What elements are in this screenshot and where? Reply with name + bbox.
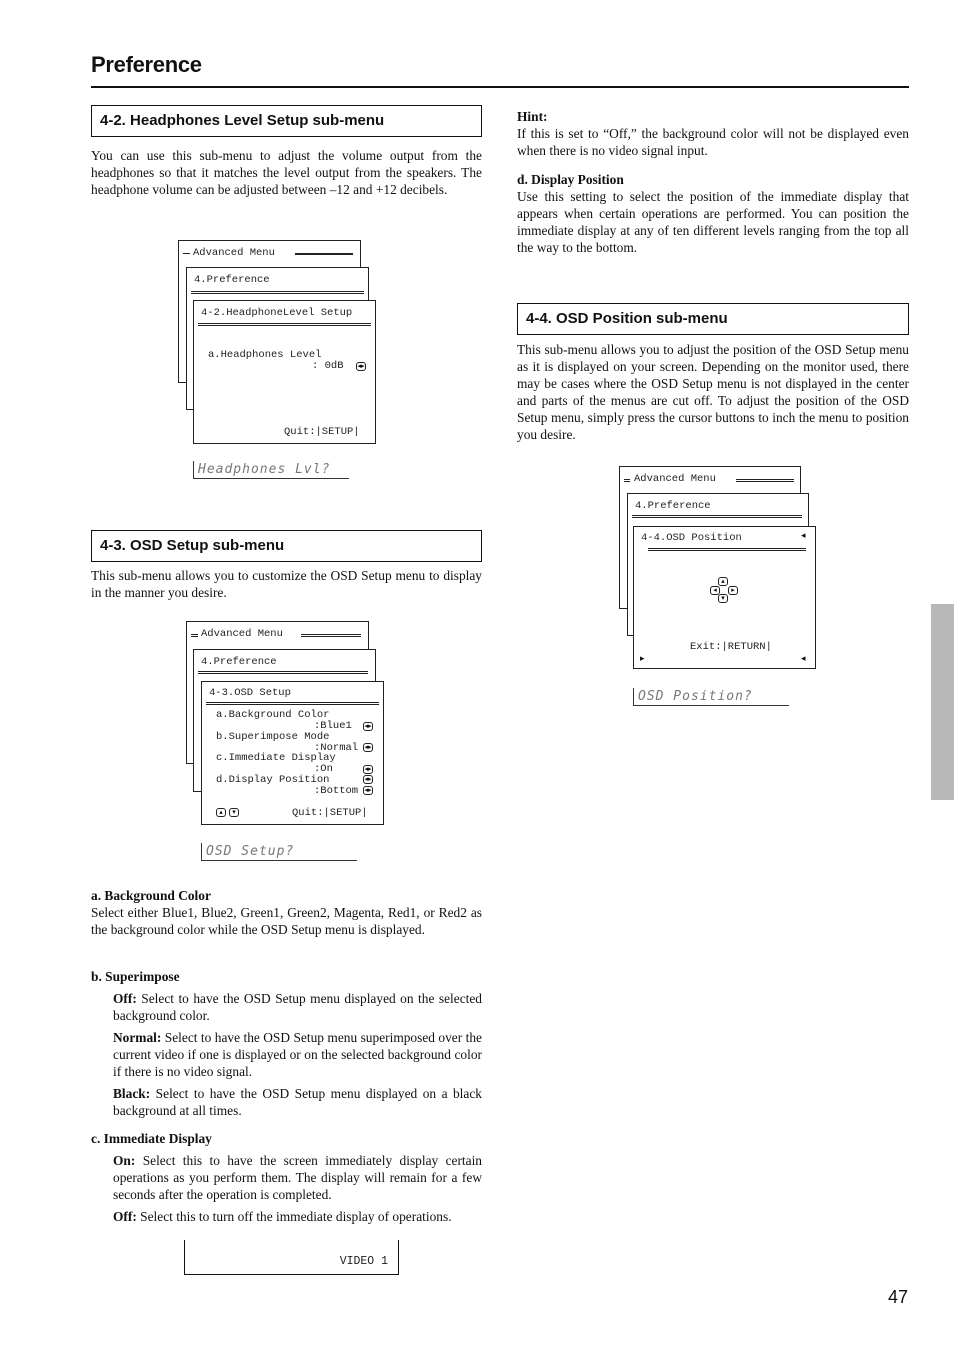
osd-quit: Quit:|SETUP| bbox=[284, 426, 360, 438]
hint-heading: Hint: bbox=[517, 109, 548, 124]
title-rule bbox=[91, 86, 909, 88]
corner-marker-icon: ◂ bbox=[801, 653, 806, 663]
down-key-icon: ▾ bbox=[229, 808, 239, 817]
osd-l3: 4-4.OSD Position bbox=[641, 532, 742, 544]
section-heading-4-4: 4-4. OSD Position sub-menu bbox=[517, 303, 909, 335]
background-color-section bbox=[91, 887, 482, 938]
up-key-icon: ▴ bbox=[718, 577, 728, 586]
osd-l1: Advanced Menu bbox=[201, 628, 283, 640]
video-label: VIDEO 1 bbox=[339, 1255, 388, 1268]
section-heading-4-2: 4-2. Headphones Level Setup sub-menu bbox=[91, 105, 482, 137]
lcd-readout: OSD Position? bbox=[633, 688, 789, 706]
superimpose-normal: Normal: Select to have the OSD Setup menu superimposed over the current video if one is displayed or on the selected background color if there is no video signal. bbox=[113, 1030, 482, 1079]
osd-l2: 4.Preference bbox=[194, 274, 270, 286]
osd-value: :Bottom bbox=[314, 785, 359, 797]
osd-l3: 4-2.HeadphoneLevel Setup bbox=[201, 307, 353, 319]
left-right-key-icon: ◂▸ bbox=[364, 775, 372, 783]
page-title: Preference bbox=[91, 52, 202, 77]
hint-body: If this is set to “Off,” the background color will not be displayed even when there is no video signal input. bbox=[517, 126, 909, 158]
osd-diagram-headphones bbox=[178, 240, 378, 480]
cursor-cross-icon: ▸ bbox=[728, 586, 738, 595]
superimpose-section bbox=[91, 968, 482, 1119]
lcd-readout: Headphones Lvl? bbox=[193, 461, 349, 479]
osd-item-background-color: a.Background Color bbox=[216, 709, 330, 721]
corner-marker-icon: ▸ bbox=[640, 653, 645, 663]
osd-value: :On bbox=[314, 763, 333, 775]
lcd-readout: OSD Setup? bbox=[201, 843, 357, 861]
left-right-key-icon: ◂▸ bbox=[364, 743, 372, 751]
left-right-key-icon: ◂▸ bbox=[364, 765, 372, 773]
osd-item-superimpose-mode: b.Superimpose Mode bbox=[216, 731, 330, 743]
immediate-display-section bbox=[91, 1130, 482, 1225]
osd-exit: Exit:|RETURN| bbox=[690, 641, 772, 653]
immediate-display-off: Off: Select this to turn off the immediate display of operations. bbox=[113, 1209, 452, 1224]
osd-l3: 4-3.OSD Setup bbox=[209, 687, 291, 699]
hint-section bbox=[517, 108, 909, 159]
osd-item-immediate-display: c.Immediate Display bbox=[216, 752, 336, 764]
display-position-heading: d. Display Position bbox=[517, 172, 624, 187]
osd-l2: 4.Preference bbox=[635, 500, 711, 512]
osd-item-display-position: d.Display Position bbox=[216, 774, 330, 786]
osd-diagram-osd-position bbox=[619, 466, 819, 710]
left-right-key-icon: ◂▸ bbox=[357, 362, 365, 370]
osd-l2: 4.Preference bbox=[201, 656, 277, 668]
osd-value: :Blue1 bbox=[314, 720, 352, 732]
immediate-display-example bbox=[184, 1240, 399, 1275]
page-number: 47 bbox=[887, 1287, 908, 1307]
osd-quit: Quit:|SETUP| bbox=[292, 807, 368, 819]
osd-value: : 0dB bbox=[312, 360, 344, 372]
display-position-section bbox=[517, 171, 909, 256]
left-right-key-icon: ◂▸ bbox=[364, 786, 372, 794]
superimpose-black: Black: Select to have the OSD Setup menu displayed on a black background at all times. bbox=[113, 1086, 482, 1118]
down-key-icon: ▾ bbox=[718, 594, 728, 603]
superimpose-off: Off: Select to have the OSD Setup menu displayed on the selected background color. bbox=[113, 991, 482, 1023]
immediate-display-on: On: Select this to have the screen immediately display certain operations as you perform them. The display will remain for a few seconds after the operation is completed. bbox=[113, 1153, 482, 1202]
osd-l1: Advanced Menu bbox=[193, 247, 275, 259]
section-4-2-body: You can use this sub-menu to adjust the volume output from the headphones so that it matches the level output from the speakers. The headphone volume can be adjusted between –12 and +12 decibels. bbox=[91, 148, 482, 197]
background-color-body: Select either Blue1, Blue2, Green1, Green2, Magenta, Red1, or Red2 as the background color while the OSD Setup menu is displayed. bbox=[91, 905, 482, 937]
section-4-3-body: This sub-menu allows you to customize the OSD Setup menu to display in the manner you desire. bbox=[91, 568, 482, 600]
osd-diagram-osd-setup bbox=[186, 621, 386, 865]
left-right-key-icon: ◂▸ bbox=[364, 722, 372, 730]
section-heading-4-3: 4-3. OSD Setup sub-menu bbox=[91, 530, 482, 562]
up-key-icon: ▴ bbox=[216, 808, 226, 817]
display-position-body: Use this setting to select the position of the immediate display that appears when certain operations are performed. You can position the immediate display at any of ten different levels ranging from the top all the way to the bottom. bbox=[517, 189, 909, 255]
background-color-heading: a. Background Color bbox=[91, 888, 211, 903]
superimpose-heading: b. Superimpose bbox=[91, 969, 180, 984]
corner-marker-icon: ◂ bbox=[801, 530, 806, 540]
section-4-4-body: This sub-menu allows you to adjust the position of the OSD Setup menu as it is displayed on your screen. Depending on the monitor used, there may be cases where the OSD Setup menu is not displayed in the center and parts of the menus are cut off. To adjust the position of the OSD Setup menu, simply press the cursor buttons to inch the menu to position you desire. bbox=[517, 342, 909, 442]
osd-item-headphones-level: a.Headphones Level bbox=[208, 349, 322, 361]
immediate-display-heading: c. Immediate Display bbox=[91, 1131, 212, 1146]
osd-value: :Normal bbox=[314, 742, 359, 754]
cursor-cross-icon: ◂ bbox=[710, 586, 720, 595]
osd-l1: Advanced Menu bbox=[634, 473, 716, 485]
side-tab bbox=[931, 604, 954, 800]
